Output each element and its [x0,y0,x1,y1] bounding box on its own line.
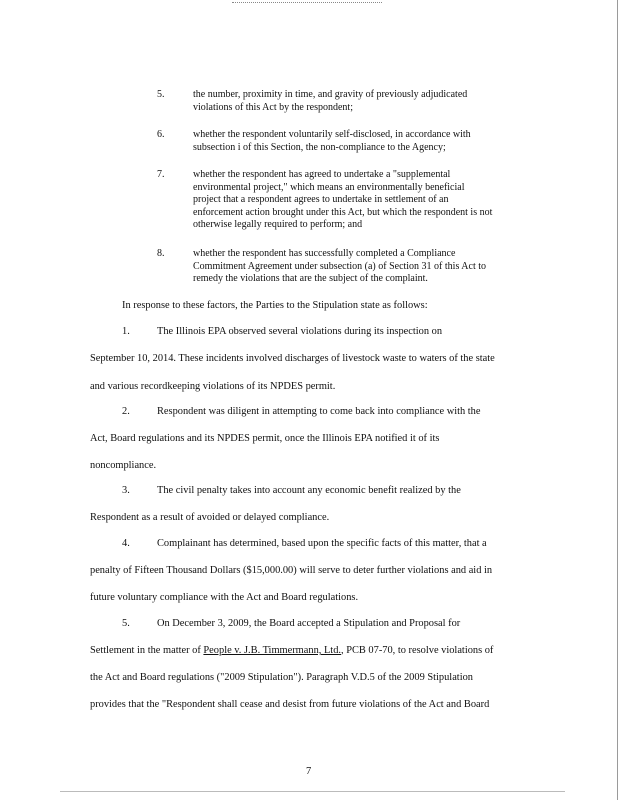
case-citation: People v. J.B. Timmermann, Ltd. [203,645,341,656]
paragraph-number: 5. [122,618,130,629]
paragraph-number: 2. [122,406,130,417]
scan-artifact-bottom [60,791,565,792]
paragraph-line: Respondent was diligent in attempting to come back into compliance with the [157,406,481,417]
scan-artifact-top [232,2,382,3]
criterion-line: remedy the violations that are the subject of the complaint. [193,273,428,284]
paragraph-line: the Act and Board regulations ("2009 Stipulation"). Paragraph V.D.5 of the 2009 Stipulation [90,672,473,683]
paragraph-line: The civil penalty takes into account any economic benefit realized by the [157,485,461,496]
paragraph-text: , PCB 07-70, to resolve violations of [341,645,494,656]
paragraph-line: provides that the "Respondent shall cease and desist from future violations of the Act and Board [90,699,490,710]
paragraph-number: 4. [122,538,130,549]
scan-artifact-right-edge [617,0,618,800]
paragraph-line: Respondent as a result of avoided or delayed compliance. [90,512,330,523]
criterion-number: 5. [157,89,165,100]
paragraph-line: future voluntary compliance with the Act and Board regulations. [90,592,359,603]
criterion-line: Commitment Agreement under subsection (a) of Section 31 of this Act to [193,260,487,272]
criterion-line: whether the respondent has successfully completed a Compliance [193,248,456,259]
paragraph-line: September 10, 2014. These incidents involved discharges of livestock waste to waters of the state [90,353,495,364]
criterion-number: 7. [157,169,165,180]
criterion-text [193,129,538,154]
criterion-text [193,89,538,114]
criterion-line: otherwise legally required to perform; and [193,219,363,230]
paragraph-line [90,644,493,657]
paragraph-line: and various recordkeeping violations of its NPDES permit. [90,381,336,392]
paragraph-number: 3. [122,485,130,496]
criterion-line: environmental project," which means an environmentally beneficial [193,181,465,193]
criterion-line: whether the respondent has agreed to undertake a "supplemental [193,169,451,180]
criterion-number: 8. [157,248,165,259]
criterion-text [193,248,538,286]
criterion-line: the number, proximity in time, and gravity of previously adjudicated [193,89,468,100]
intro-paragraph: In response to these factors, the Parties to the Stipulation state as follows: [122,300,428,311]
criterion-line: whether the respondent voluntarily self-disclosed, in accordance with [193,129,471,140]
page-number: 7 [306,766,312,777]
paragraph-line: Act, Board regulations and its NPDES permit, once the Illinois EPA notified it of its [90,433,440,444]
criterion-line: violations of this Act by the respondent; [193,101,353,113]
paragraph-line: On December 3, 2009, the Board accepted a Stipulation and Proposal for [157,618,461,629]
criterion-text [193,169,538,232]
criterion-number: 6. [157,129,165,140]
paragraph-line: Complainant has determined, based upon the specific facts of this matter, that a [157,538,487,549]
paragraph-line: noncompliance. [90,460,157,471]
paragraph-number: 1. [122,326,130,337]
paragraph-line: penalty of Fifteen Thousand Dollars ($15,000.00) will serve to deter further violations and aid in [90,565,493,576]
criterion-line: subsection i of this Section, the non-compliance to the Agency; [193,141,446,153]
paragraph-text: Settlement in the matter of [90,645,204,656]
paragraph-line: The Illinois EPA observed several violations during its inspection on [157,326,443,337]
criterion-line: enforcement action brought under this Act, but which the respondent is not [193,206,493,218]
criterion-line: project that a respondent agrees to undertake in settlement of an [193,194,449,205]
